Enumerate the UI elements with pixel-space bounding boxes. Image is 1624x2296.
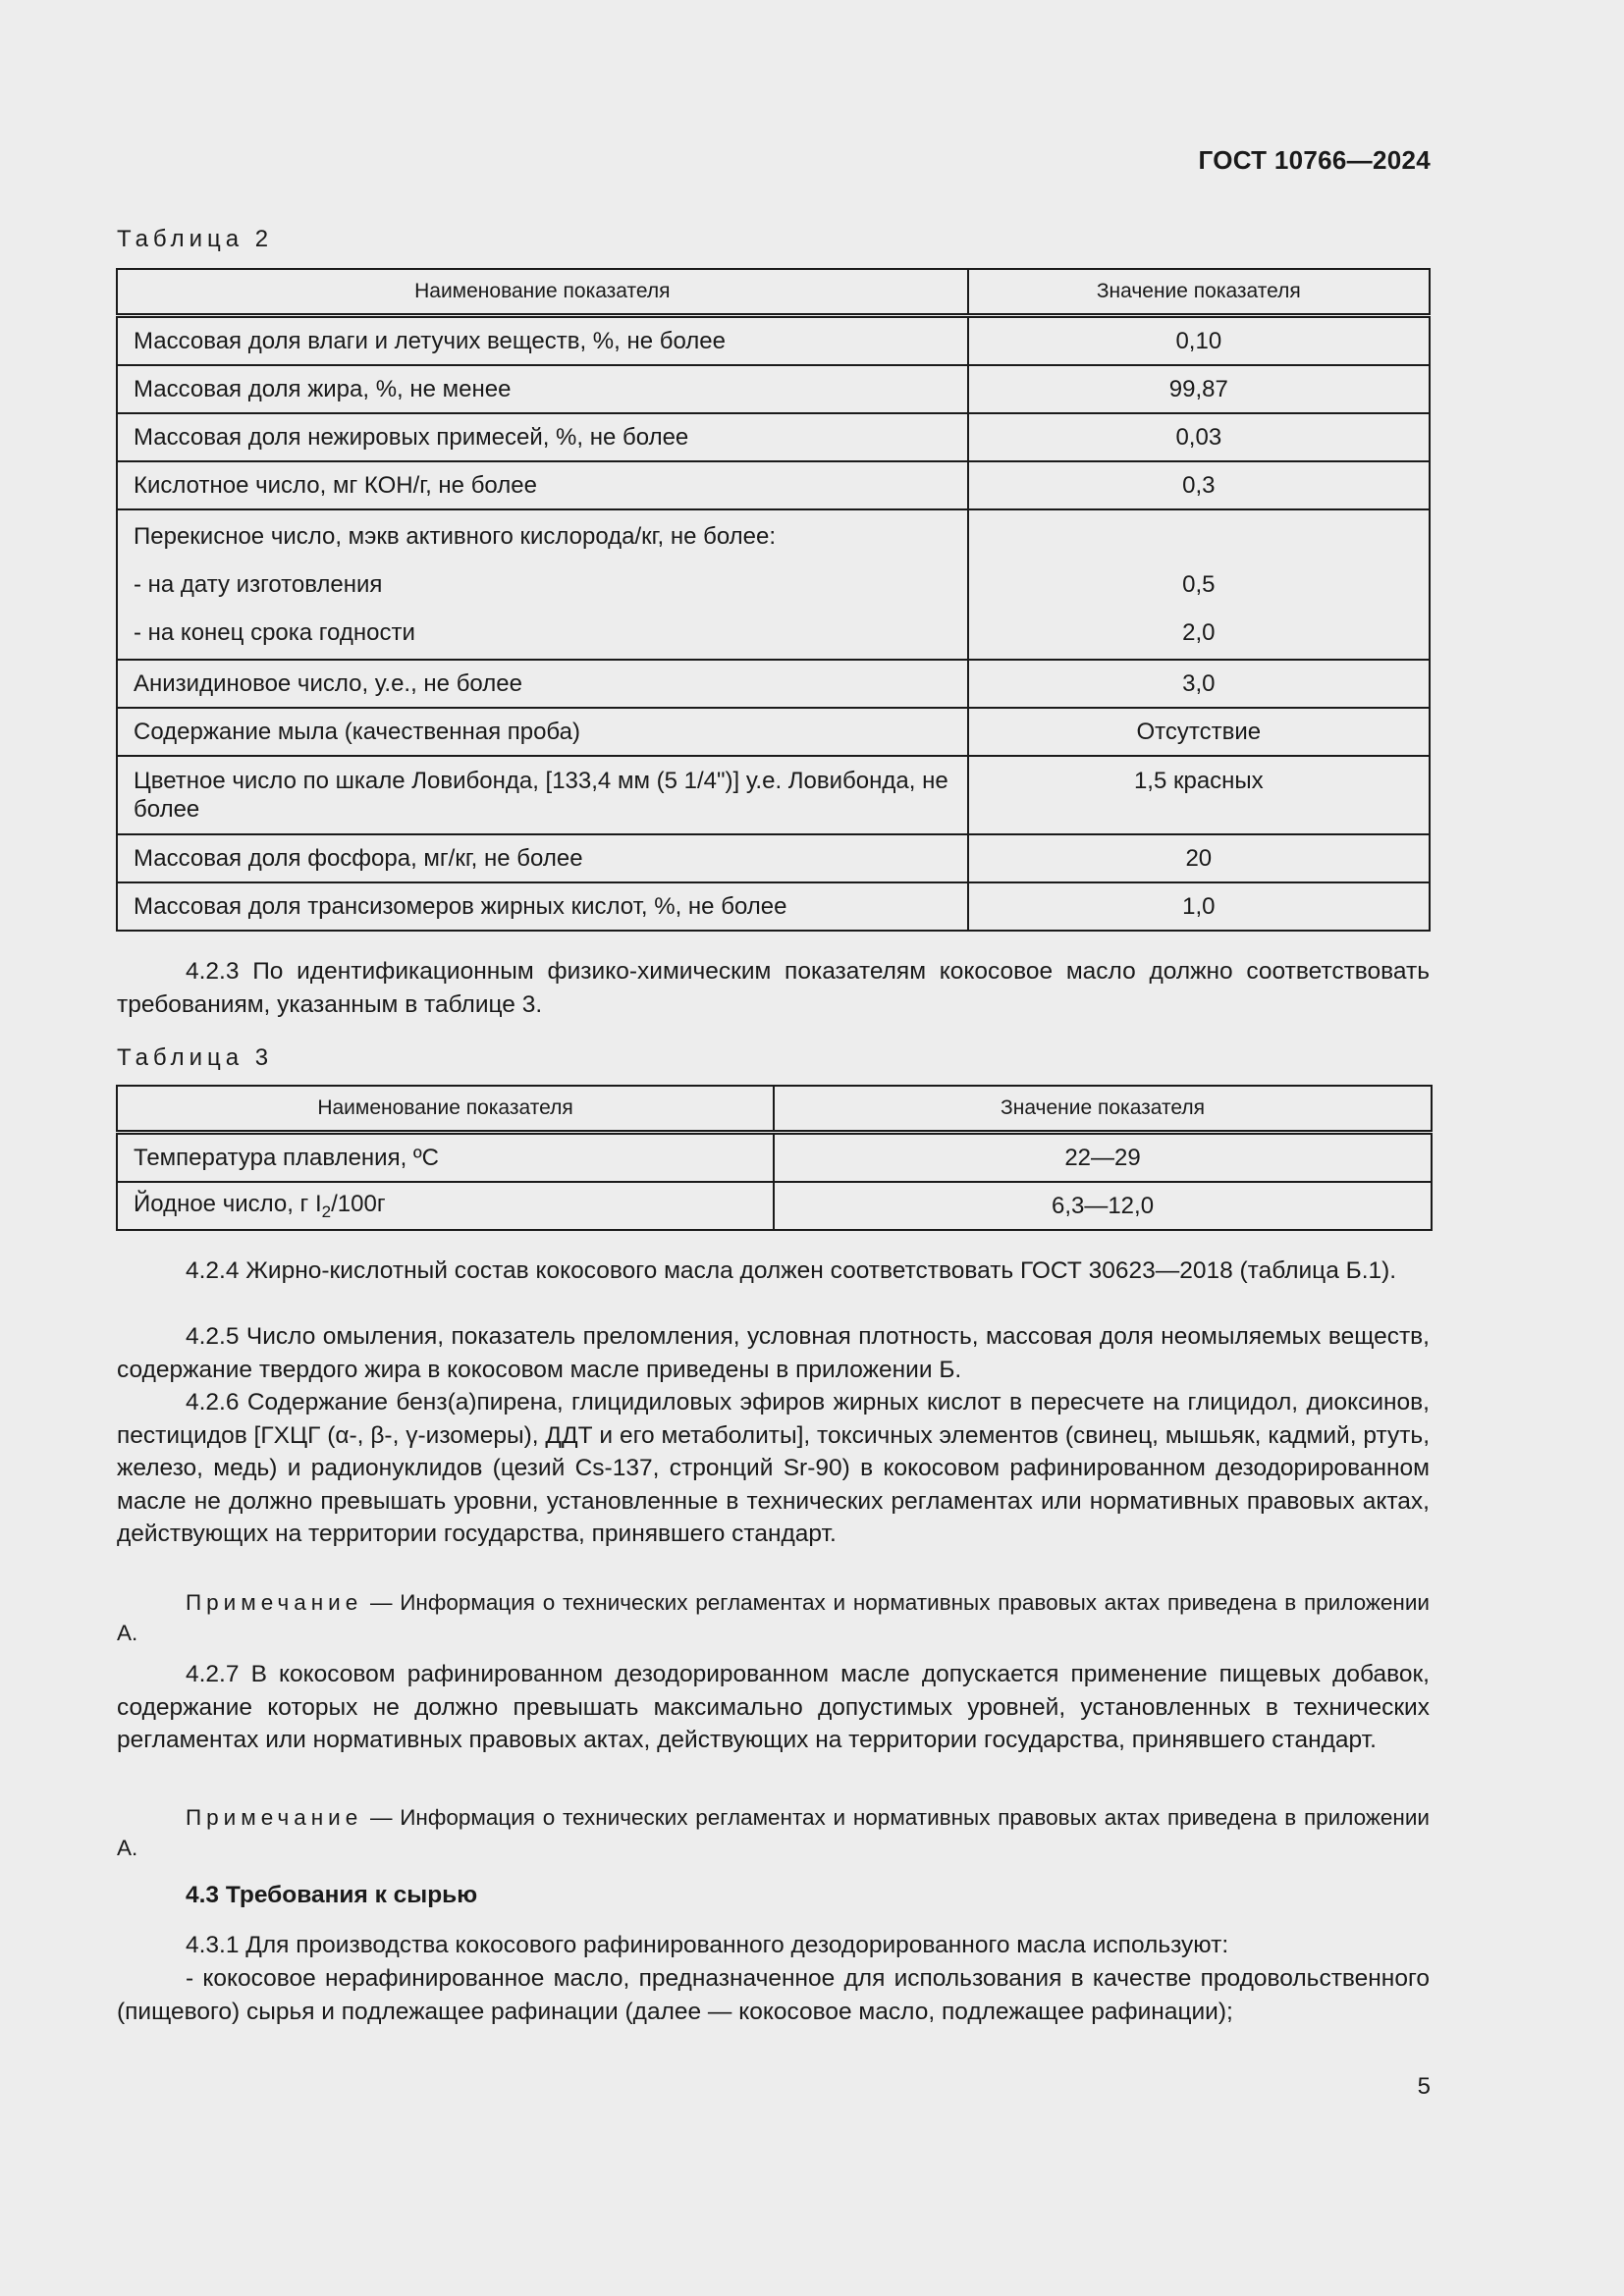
table-2: [116, 268, 1431, 932]
indicator-name: Массовая доля фосфора, мг/кг, не более: [117, 834, 968, 882]
column-header: Наименование показателя: [117, 269, 968, 316]
table-row: [117, 413, 1430, 461]
column-header: Значение показателя: [968, 269, 1430, 316]
indicator-name: Цветное число по шкале Ловибонда, [133,4 мм (5 1/4")] у.е. Ловибонда, не более: [117, 756, 968, 834]
indicator-value: 6,3—12,0: [774, 1182, 1432, 1230]
indicator-value: 20: [968, 834, 1430, 882]
column-header: Наименование показателя: [117, 1086, 774, 1133]
table-row: [117, 509, 1430, 660]
table-row: [117, 1182, 1432, 1230]
note-text: — Информация о технических регламентах и нормативных правовых актах приведена в приложении А.: [117, 1590, 1430, 1645]
indicator-value: 1,5 красных: [968, 756, 1430, 834]
page-number: 5: [1417, 2073, 1431, 2100]
table-row: [117, 834, 1430, 882]
note-text: — Информация о технических регламентах и нормативных правовых актах приведена в приложении А.: [117, 1805, 1430, 1860]
paragraph-4-3-1: 4.3.1 Для производства кокосового рафинированного дезодорированного масла используют:: [186, 1932, 1229, 1958]
indicator-name: Йодное число, г $I_2/100г$: [117, 1182, 774, 1230]
indicator-value: 1,0: [968, 882, 1430, 931]
paragraph-4-2-7: 4.2.7 В кокосовом рафинированном дезодорированном масле допускается применение пищевых добавок, содержание которых не должно превышать максимально допустимых уровней, установленных в технических регламентах или нормативных правовых актах, действующих на территории государства, принявшего стандарт.: [117, 1661, 1430, 1753]
paragraph-4-2-3: 4.2.3 По идентификационным физико-химическим показателям кокосовое масло должно соответствовать требованиям, указанным в таблице 3.: [117, 958, 1430, 1018]
paragraph-4-2-4: 4.2.4 Жирно-кислотный состав кокосового масла должен соответствовать ГОСТ 30623—2018 (таблица Б.1).: [186, 1257, 1397, 1284]
indicator-value: 22—29: [774, 1133, 1432, 1183]
table-3: [116, 1085, 1433, 1231]
indicator-value: 3,0: [968, 660, 1430, 708]
peroxide-value: 0,5: [1182, 571, 1216, 598]
list-item: - кокосовое нерафинированное масло, предназначенное для использования в качестве продовольственного (пищевого) сырья и подлежащее рафинации (далее — кокосовое масло, подлежащее рафинации);: [117, 1965, 1430, 2025]
indicator-name: Массовая доля нежировых примесей, %, не более: [117, 413, 968, 461]
indicator-value: 0,10: [968, 316, 1430, 366]
table-row: [117, 756, 1430, 834]
indicator-name: [117, 509, 968, 660]
table-row: [117, 1133, 1432, 1183]
table-row: [117, 882, 1430, 931]
table-row: [117, 461, 1430, 509]
table-header-row: [117, 269, 1430, 316]
indicator-value: 99,87: [968, 365, 1430, 413]
table-row: [117, 708, 1430, 756]
table-row: [117, 365, 1430, 413]
note-label: Примечание: [186, 1805, 363, 1830]
document-header: ГОСТ 10766—2024: [1198, 145, 1431, 175]
indicator-name: Температура плавления, ºС: [117, 1133, 774, 1183]
indicator-value: Отсутствие: [968, 708, 1430, 756]
column-header: Значение показателя: [774, 1086, 1432, 1133]
table-header-row: [117, 1086, 1432, 1133]
peroxide-item: - на конец срока годности: [134, 619, 415, 646]
indicator-name: Содержание мыла (качественная проба): [117, 708, 968, 756]
indicator-name: Массовая доля жира, %, не менее: [117, 365, 968, 413]
table-row: [117, 316, 1430, 366]
indicator-name: Кислотное число, мг КОН/г, не более: [117, 461, 968, 509]
indicator-name: Массовая доля влаги и летучих веществ, %, не более: [117, 316, 968, 366]
peroxide-item: - на дату изготовления: [134, 571, 383, 598]
peroxide-value: 2,0: [1182, 619, 1216, 646]
note-label: Примечание: [186, 1590, 363, 1615]
table-3-caption: Таблица 3: [117, 1044, 274, 1071]
table-row: [117, 660, 1430, 708]
indicator-name: Массовая доля трансизомеров жирных кислот, %, не более: [117, 882, 968, 931]
indicator-value: [968, 509, 1430, 660]
peroxide-title: Перекисное число, мэкв активного кислорода/кг, не более:: [134, 523, 777, 550]
note-1: [117, 1587, 1430, 1648]
indicator-value: 0,3: [968, 461, 1430, 509]
indicator-name: Анизидиновое число, у.е., не более: [117, 660, 968, 708]
section-heading-4-3: 4.3 Требования к сырью: [186, 1882, 478, 1908]
paragraph-4-2-6: 4.2.6 Содержание бенз(а)пирена, глицидиловых эфиров жирных кислот в пересчете на глицидол, диоксинов, пестицидов [ГХЦГ (α-, β-, γ-изомеры), ДДТ и его метаболиты], токсичных элементов (свинец, мышьяк, кадмий, ртуть, железо, медь) и радионуклидов (цезий Cs-137, стронций Sr-90) в кокосовом рафинированном дезодорированном масле не должно превышать уровни, установленные в технических регламентах или нормативных правовых актах, действующих на территории государства, принявшего стандарт.: [117, 1389, 1430, 1547]
paragraph-4-2-5: 4.2.5 Число омыления, показатель преломления, условная плотность, массовая доля неомыляемых веществ, содержание твердого жира в кокосовом масле приведены в приложении Б.: [117, 1323, 1430, 1383]
note-2: [117, 1802, 1430, 1863]
table-2-caption: Таблица 2: [117, 226, 274, 252]
indicator-value: 0,03: [968, 413, 1430, 461]
